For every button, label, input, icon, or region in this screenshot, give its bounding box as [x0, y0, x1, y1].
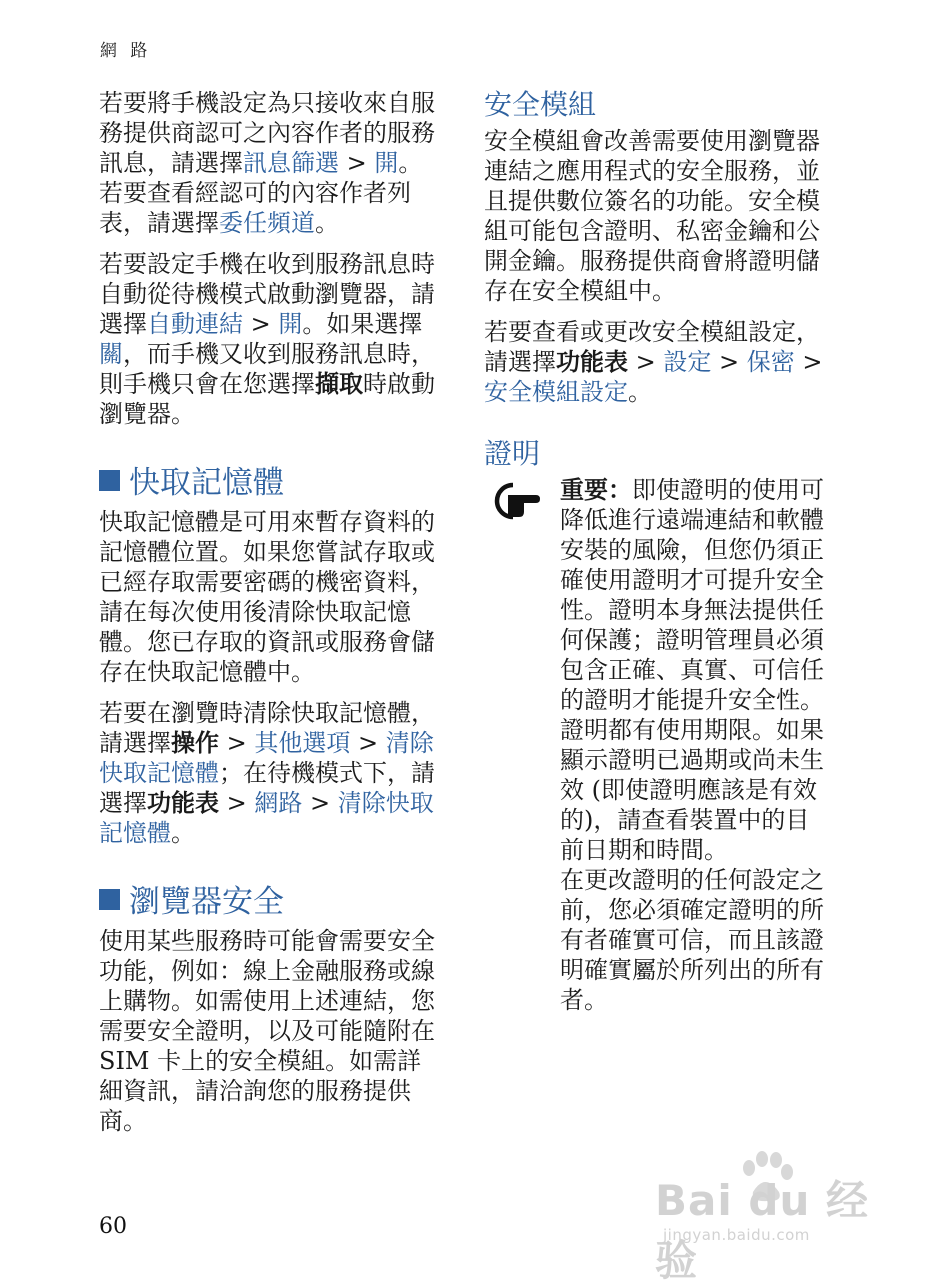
menu-path-item: 清除快取記憶體 [99, 789, 434, 847]
section-bullet-square [99, 889, 120, 910]
menu-path-item: 自動連結 [147, 310, 243, 338]
right-column [484, 88, 830, 1015]
security-module-paragraph: 安全模組會改善需要使用瀏覽器連結之應用程式的安全服務，並且提供數位簽名的功能。安全模組可能包含證明、私密金鑰和公開金鑰。服務提供商會將證明儲存在安全模組中。 [484, 127, 820, 305]
menu-path-item: 開 [374, 149, 399, 177]
menu-path-item: 關 [99, 340, 123, 368]
left-column [99, 88, 445, 1147]
watermark-url: jingyan.baidu.com [663, 1226, 810, 1244]
browser-security-paragraph: 使用某些服務時可能會需要安全功能，例如：線上金融服務或線上購物。如需使用上述連結，您需要安全證明，以及可能隨附在 SIM 卡上的安全模組。如需詳細資訊，請洽詢您的服務提供商。 [99, 927, 435, 1135]
baidu-watermark [655, 1150, 885, 1285]
subsection-heading-security-module: 安全模組 [484, 88, 597, 121]
subsection-heading-certificates: 證明 [484, 437, 541, 470]
page-number: 60 [99, 1214, 127, 1239]
menu-path-item: 操作 [171, 728, 219, 757]
section-heading-browser-security: 瀏覽器安全 [99, 884, 445, 920]
auto-connect-paragraph: 若要設定手機在收到服務訊息時自動從待機模式啟動瀏覽器，請選擇自動連結 > 開。如果選擇關，而手機又收到服務訊息時，則手機只會在您選擇擷取時啟動瀏覽器。 [99, 250, 435, 428]
menu-path-item: 清除快取記憶體 [99, 729, 434, 787]
menu-path-item: 網路 [254, 789, 303, 817]
clear-cache-paragraph: 若要在瀏覽時清除快取記憶體，請選擇操作 > 其他選項 > 清除快取記憶體；在待機模式下，請選擇功能表 > 網路 > 清除快取記憶體。 [99, 699, 435, 847]
cache-description-paragraph: 快取記憶體是可用來暫存資料的記憶體位置。如果您嘗試存取或已經存取需要密碼的機密資料，請在每次使用後清除快取記憶體。您已存取的資訊或服務會儲存在快取記憶體中。 [99, 508, 435, 686]
menu-path-item: 安全模組設定 [484, 378, 628, 406]
menu-path-item: 開 [278, 310, 303, 338]
section-heading-cache: 快取記憶體 [99, 465, 445, 501]
menu-path-item: 功能表 [556, 347, 628, 376]
section-bullet-square [99, 470, 120, 491]
important-note [484, 475, 830, 1015]
menu-path-item: 功能表 [147, 788, 219, 817]
security-module-settings-paragraph: 若要查看或更改安全模組設定，請選擇功能表 > 設定 > 保密 > 安全模組設定。 [484, 318, 823, 406]
watermark-brand: Bai du 经验 [655, 1176, 869, 1285]
menu-path-item: 設定 [663, 348, 712, 376]
menu-path-item: 其他選項 [254, 729, 351, 757]
menu-path-item: 擷取 [315, 369, 363, 398]
service-filter-paragraph: 若要將手機設定為只接收來自服務提供商認可之內容作者的服務訊息，請選擇訊息篩選 > 開。若要查看經認可的內容作者列表，請選擇委任頻道。 [99, 89, 435, 237]
menu-path-item: 委任頻道 [219, 209, 315, 237]
menu-path-item: 保密 [746, 348, 795, 376]
running-header: 網 路 [100, 41, 152, 61]
important-note-text: 重要：即使證明的使用可降低進行遠端連結和軟體安裝的風險，但您仍須正確使用證明才可提升安全性。證明本身無法提供任何保護；證明管理員必須包含正確、真實、可信任的證明才能提升安全性。證明都有使用期限。如果顯示證明已過期或尚未生效 (即使證明應該是有效的)，請查看裝置中的目前日期和時間。 [560, 475, 824, 864]
important-hand-icon [484, 479, 542, 523]
important-note-text-2: 在更改證明的任何設定之前，您必須確定證明的所有者確實可信，而且該證明確實屬於所列出的所有者。 [560, 866, 824, 1014]
menu-path-item: 訊息篩選 [243, 149, 339, 177]
